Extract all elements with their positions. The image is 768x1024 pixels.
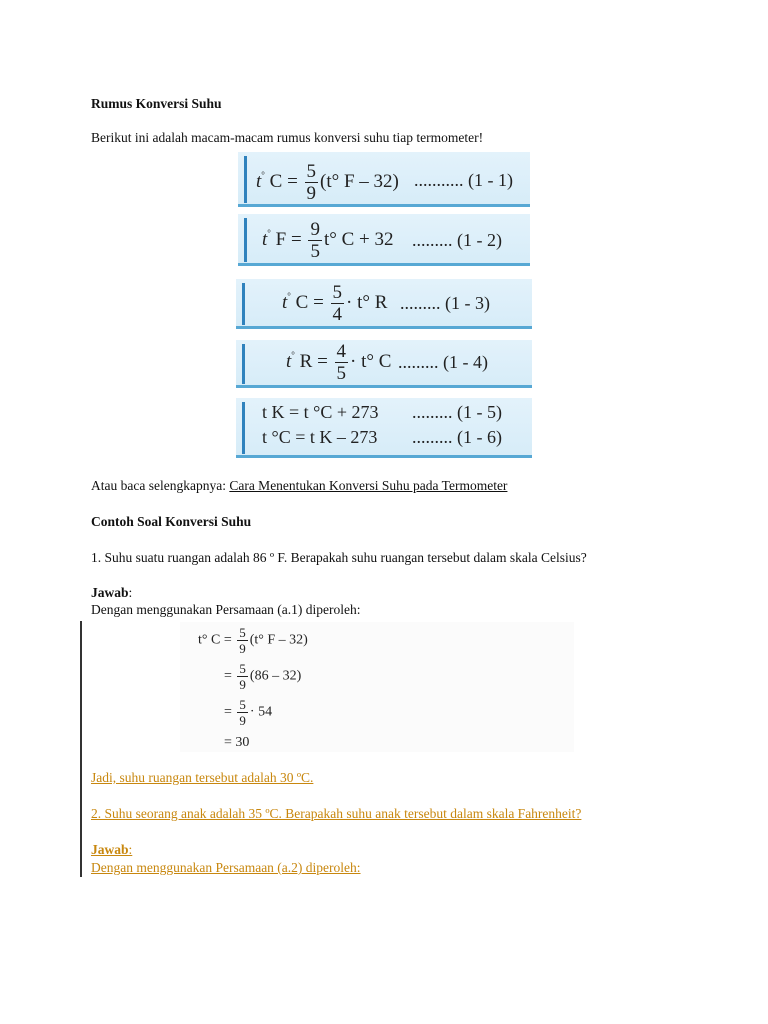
- heading-rumus-konversi: Rumus Konversi Suhu: [91, 96, 222, 111]
- question-1: 1. Suhu suatu ruangan adalah 86 º F. Berapakah suhu ruangan tersebut dalam skala Celsius?: [91, 550, 587, 565]
- formula-2: t° F = $\frac{9}{5}$ t° C + 32: [262, 219, 394, 262]
- read-more: [91, 478, 507, 494]
- heading-contoh-soal: Contoh Soal Konversi Suhu: [91, 514, 252, 529]
- formula-3-ref: ......... (1 - 3): [400, 293, 490, 313]
- solution-line-1: t° C = $\frac{5}{9}$ (t° F – 32): [198, 625, 308, 656]
- question-2[interactable]: 2. Suhu seorang anak adalah 35 ºC. Berapakah suhu anak tersebut dalam skala Fahrenheit?: [91, 806, 582, 821]
- solution-line-4: = 30: [224, 735, 250, 750]
- formula-1-ref: ........... (1 - 1): [414, 170, 513, 190]
- formula-4-box: [236, 340, 532, 388]
- answer-label-1: Jawab:: [91, 585, 133, 600]
- formula-6-ref: ......... (1 - 6): [412, 427, 502, 447]
- formula-5-ref: ......... (1 - 5): [412, 402, 502, 422]
- answer-intro-2[interactable]: Dengan menggunakan Persamaan (a.2) diperoleh:: [91, 860, 361, 875]
- solution-line-3: = $\frac{5}{9}$ · 54: [224, 697, 273, 728]
- formula-2-box: [238, 214, 530, 266]
- formula-1: t° C = $\frac{5}{9}$ (t° F – 32): [256, 161, 399, 204]
- conclusion-1[interactable]: Jadi, suhu ruangan tersebut adalah 30 ºC.: [91, 770, 314, 785]
- formula-5-6-box: [236, 398, 532, 458]
- formula-5: t K = t °C + 273: [262, 402, 379, 422]
- formula-4-ref: ......... (1 - 4): [398, 352, 488, 372]
- formula-3-box: [236, 279, 532, 329]
- formula-3: t° C = $\frac{5}{4}$ · t° R: [282, 282, 388, 325]
- answer-intro-1: Dengan menggunakan Persamaan (a.1) diperoleh:: [91, 602, 361, 617]
- margin-rule: [80, 621, 82, 877]
- formula-2-ref: ......... (1 - 2): [412, 230, 502, 250]
- intro-text: Berikut ini adalah macam-macam rumus konversi suhu tiap termometer!: [91, 130, 484, 145]
- formula-4: t° R = $\frac{4}{5}$ · t° C: [286, 341, 392, 384]
- solution-image: [180, 622, 574, 752]
- formula-6: t °C = t K – 273: [262, 427, 378, 447]
- solution-line-2: = $\frac{5}{9}$ (86 – 32): [224, 661, 302, 692]
- read-more-prefix: Atau baca selengkapnya:: [91, 478, 226, 493]
- read-more-link[interactable]: Cara Menentukan Konversi Suhu pada Termometer: [229, 478, 508, 493]
- formula-1-box: [238, 152, 530, 207]
- answer-label-2[interactable]: Jawab:: [91, 842, 133, 857]
